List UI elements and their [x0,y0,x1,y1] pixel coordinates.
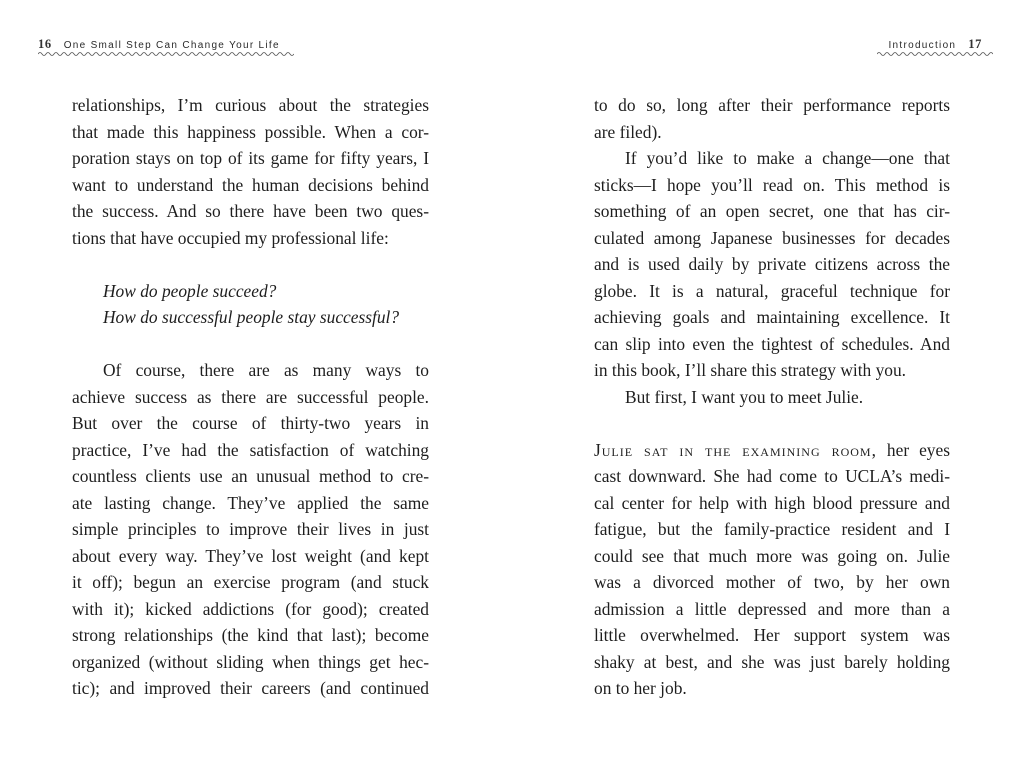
text-line: want to understand the human decisions behind [72,174,429,195]
chapter-title: Introduction [888,40,957,51]
header-rule-right [877,51,993,57]
book-title: One Small Step Can Change Your Life [63,40,280,51]
section-lead-in: Julie sat in the examining room, [594,439,877,460]
text-line: can slip into even the tightest of schedules. And [594,333,950,354]
text-line: organized (without sliding when things get hec- [72,651,429,672]
text-line: could see that much more was going on. Julie [594,545,950,566]
text-line: globe. It is a natural, graceful technique for [594,280,950,301]
text-line: was a divorced mother of two, by her own [594,572,950,592]
text-line: If you’d like to make a change—one that [625,148,950,168]
text-line: fatigue, but the family-practice resident and I [594,519,950,539]
text-line: little overwhelmed. Her support system was [594,625,950,645]
text-line: ate lasting change. They’ve applied the same [72,492,429,513]
text-line: in this book, I’ll share this strategy with you. [594,360,907,380]
text-line: something of an open secret, one that has cir- [594,201,950,221]
text-line: admission a little depressed and more than a [594,598,950,619]
header-rule-left [38,51,294,57]
text-line: poration stays on top of its game for fifty years, I [72,148,429,168]
text-line: tic); and improved their careers (and continued [72,678,429,698]
text-line: and is used daily by private citizens across the [594,254,950,274]
question-line: How do people succeed? [103,280,277,301]
text-line: achieve success as there are successful people. [72,386,429,407]
page-number-left: 16 [38,37,52,51]
text-line: tions that have occupied my professional life: [72,227,389,248]
text-line: it off); begun an exercise program (and stuck [72,572,429,592]
text-line: about every way. They’ve lost weight (and kept [72,545,429,566]
text-line: on to her job. [594,678,687,698]
text-line: cal center for help with high blood pressure and [594,492,950,513]
text-line: practice, I’ve had the satisfaction of watching [72,439,429,460]
text-line: to do so, long after their performance reports [594,95,950,115]
text-line: Julie sat in the examining room, her eyes [594,439,950,460]
text-line: sticks—I hope you’ll read on. This method is [594,174,950,195]
text-line: simple principles to improve their lives in just [72,519,429,539]
body-text-right [594,92,950,702]
text-line: relationships, I’m curious about the strategies [72,95,429,115]
text-line: are filed). [594,121,662,142]
text-line: the success. And so there have been two ques- [72,201,429,221]
body-text-left [72,92,429,702]
text-line: strong relationships (the kind that last); become [72,625,429,645]
question-line: How do successful people stay successful? [103,307,400,327]
right-page [510,0,1020,765]
text-line: achieving goals and maintaining excellence. It [594,307,950,327]
text-line: cast downward. She had come to UCLA’s medi- [594,466,950,486]
text-line: countless clients use an unusual method to cre- [72,466,429,486]
text-line: shaky at best, and she was just barely holding [594,651,950,672]
page-number-right: 17 [968,37,982,51]
text-line: Of course, there are as many ways to [103,360,429,380]
text-line: But first, I want you to meet Julie. [625,386,864,407]
text-line: But over the course of thirty-two years in [72,413,429,433]
text-line: culated among Japanese businesses for decades [594,227,950,248]
text-line: that made this happiness possible. When a cor- [72,121,429,142]
text-line: with it); kicked addictions (for good); created [72,598,429,619]
